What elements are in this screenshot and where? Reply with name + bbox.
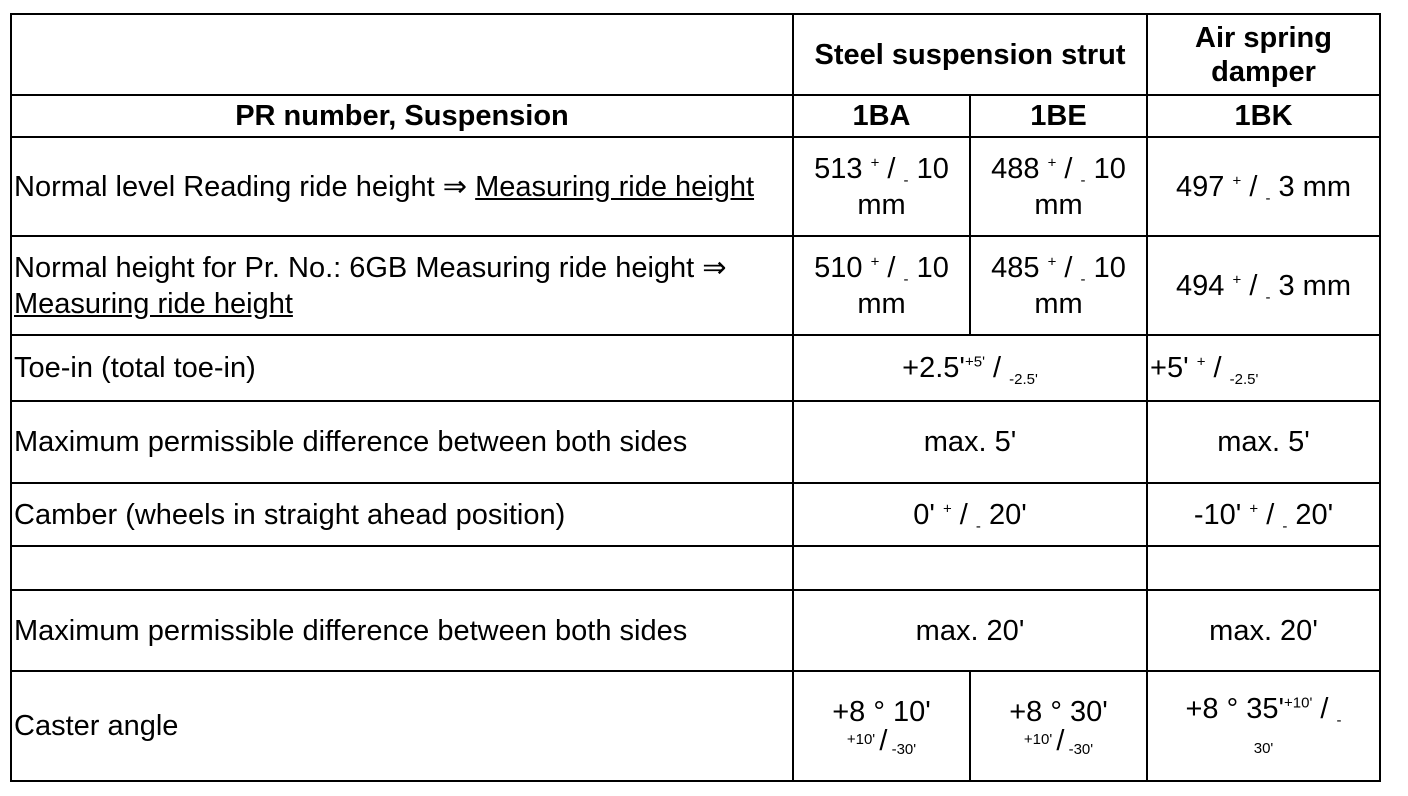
normal-height-6gb-1bk: 494 + / $_-$ 3 mm bbox=[1147, 236, 1380, 335]
camber-steel: 0' + / $_-$ 20' bbox=[793, 483, 1147, 546]
toe-in-label: Toe-in (total toe-in) bbox=[11, 335, 793, 401]
toe-difference-label: Maximum permissible difference between both sides bbox=[11, 401, 793, 483]
camber-difference-air: max. 20' bbox=[1147, 590, 1380, 671]
empty-cell bbox=[11, 546, 793, 590]
empty-cell bbox=[793, 546, 1147, 590]
header-row-pr-number bbox=[11, 95, 1380, 137]
camber-difference-steel: max. 20' bbox=[793, 590, 1147, 671]
caster-1be: +8 ° 30' $^{+10'}$ / $_{-30'}$ bbox=[970, 671, 1147, 781]
row-normal-level bbox=[11, 137, 1380, 236]
caster-angle-label: Caster angle bbox=[11, 671, 793, 781]
toe-difference-air: max. 5' bbox=[1147, 401, 1380, 483]
row-camber bbox=[11, 483, 1380, 546]
header-empty-cell bbox=[11, 14, 793, 95]
row-camber-difference bbox=[11, 590, 1380, 671]
camber-label: Camber (wheels in straight ahead position) bbox=[11, 483, 793, 546]
row-empty bbox=[11, 546, 1380, 590]
toe-difference-steel: max. 5' bbox=[793, 401, 1147, 483]
wheel-alignment-spec-table bbox=[10, 13, 1381, 782]
normal-height-6gb-label bbox=[11, 236, 793, 335]
empty-cell bbox=[1147, 546, 1380, 590]
caster-1bk: +8 ° $35'^{+10'} / _-$ 30' bbox=[1147, 671, 1380, 781]
row-toe-difference bbox=[11, 401, 1380, 483]
row-caster-angle bbox=[11, 671, 1380, 781]
pr-code-1be: 1BE bbox=[970, 95, 1147, 137]
row-toe-in bbox=[11, 335, 1380, 401]
header-steel-suspension-strut: Steel suspension strut bbox=[793, 14, 1147, 95]
normal-height-6gb-1ba: 510 + / $_-$ 10 mm bbox=[793, 236, 970, 335]
normal-height-6gb-1be: 485 + / $_-$ 10 mm bbox=[970, 236, 1147, 335]
caster-1ba: +8 ° 10' $^{+10'}$ / $_{-30'}$ bbox=[793, 671, 970, 781]
pr-code-1ba: 1BA bbox=[793, 95, 970, 137]
normal-height-6gb-label-text: Normal height for Pr. No.: 6GB Measuring ride height ⇒ bbox=[14, 251, 727, 284]
normal-level-label-text: Normal level Reading ride height ⇒ bbox=[14, 170, 476, 203]
header-row-suspension-type bbox=[11, 14, 1380, 95]
toe-in-air: +5' + / $_{-2.5'}$ bbox=[1147, 335, 1380, 401]
pr-code-1bk: 1BK bbox=[1147, 95, 1380, 137]
normal-level-1ba: 513 + / $_-$ 10 mm bbox=[793, 137, 970, 236]
pr-number-label: PR number, Suspension bbox=[11, 95, 793, 137]
toe-in-steel: $+2.5'^{+5'} / _{-2.5'}$ bbox=[793, 335, 1147, 401]
normal-level-label bbox=[11, 137, 793, 236]
camber-difference-label: Maximum permissible difference between both sides bbox=[11, 590, 793, 671]
normal-level-1be: 488 + / $_-$ 10 mm bbox=[970, 137, 1147, 236]
normal-level-1bk: 497 + / $_-$ 3 mm bbox=[1147, 137, 1380, 236]
row-normal-height-6gb bbox=[11, 236, 1380, 335]
header-air-spring-damper: Air spring damper bbox=[1147, 14, 1380, 95]
measuring-ride-height-link-2[interactable]: Measuring ride height bbox=[14, 287, 293, 320]
camber-air: -10' + / $_-$ 20' bbox=[1147, 483, 1380, 546]
measuring-ride-height-link[interactable]: Measuring ride height bbox=[475, 170, 755, 203]
